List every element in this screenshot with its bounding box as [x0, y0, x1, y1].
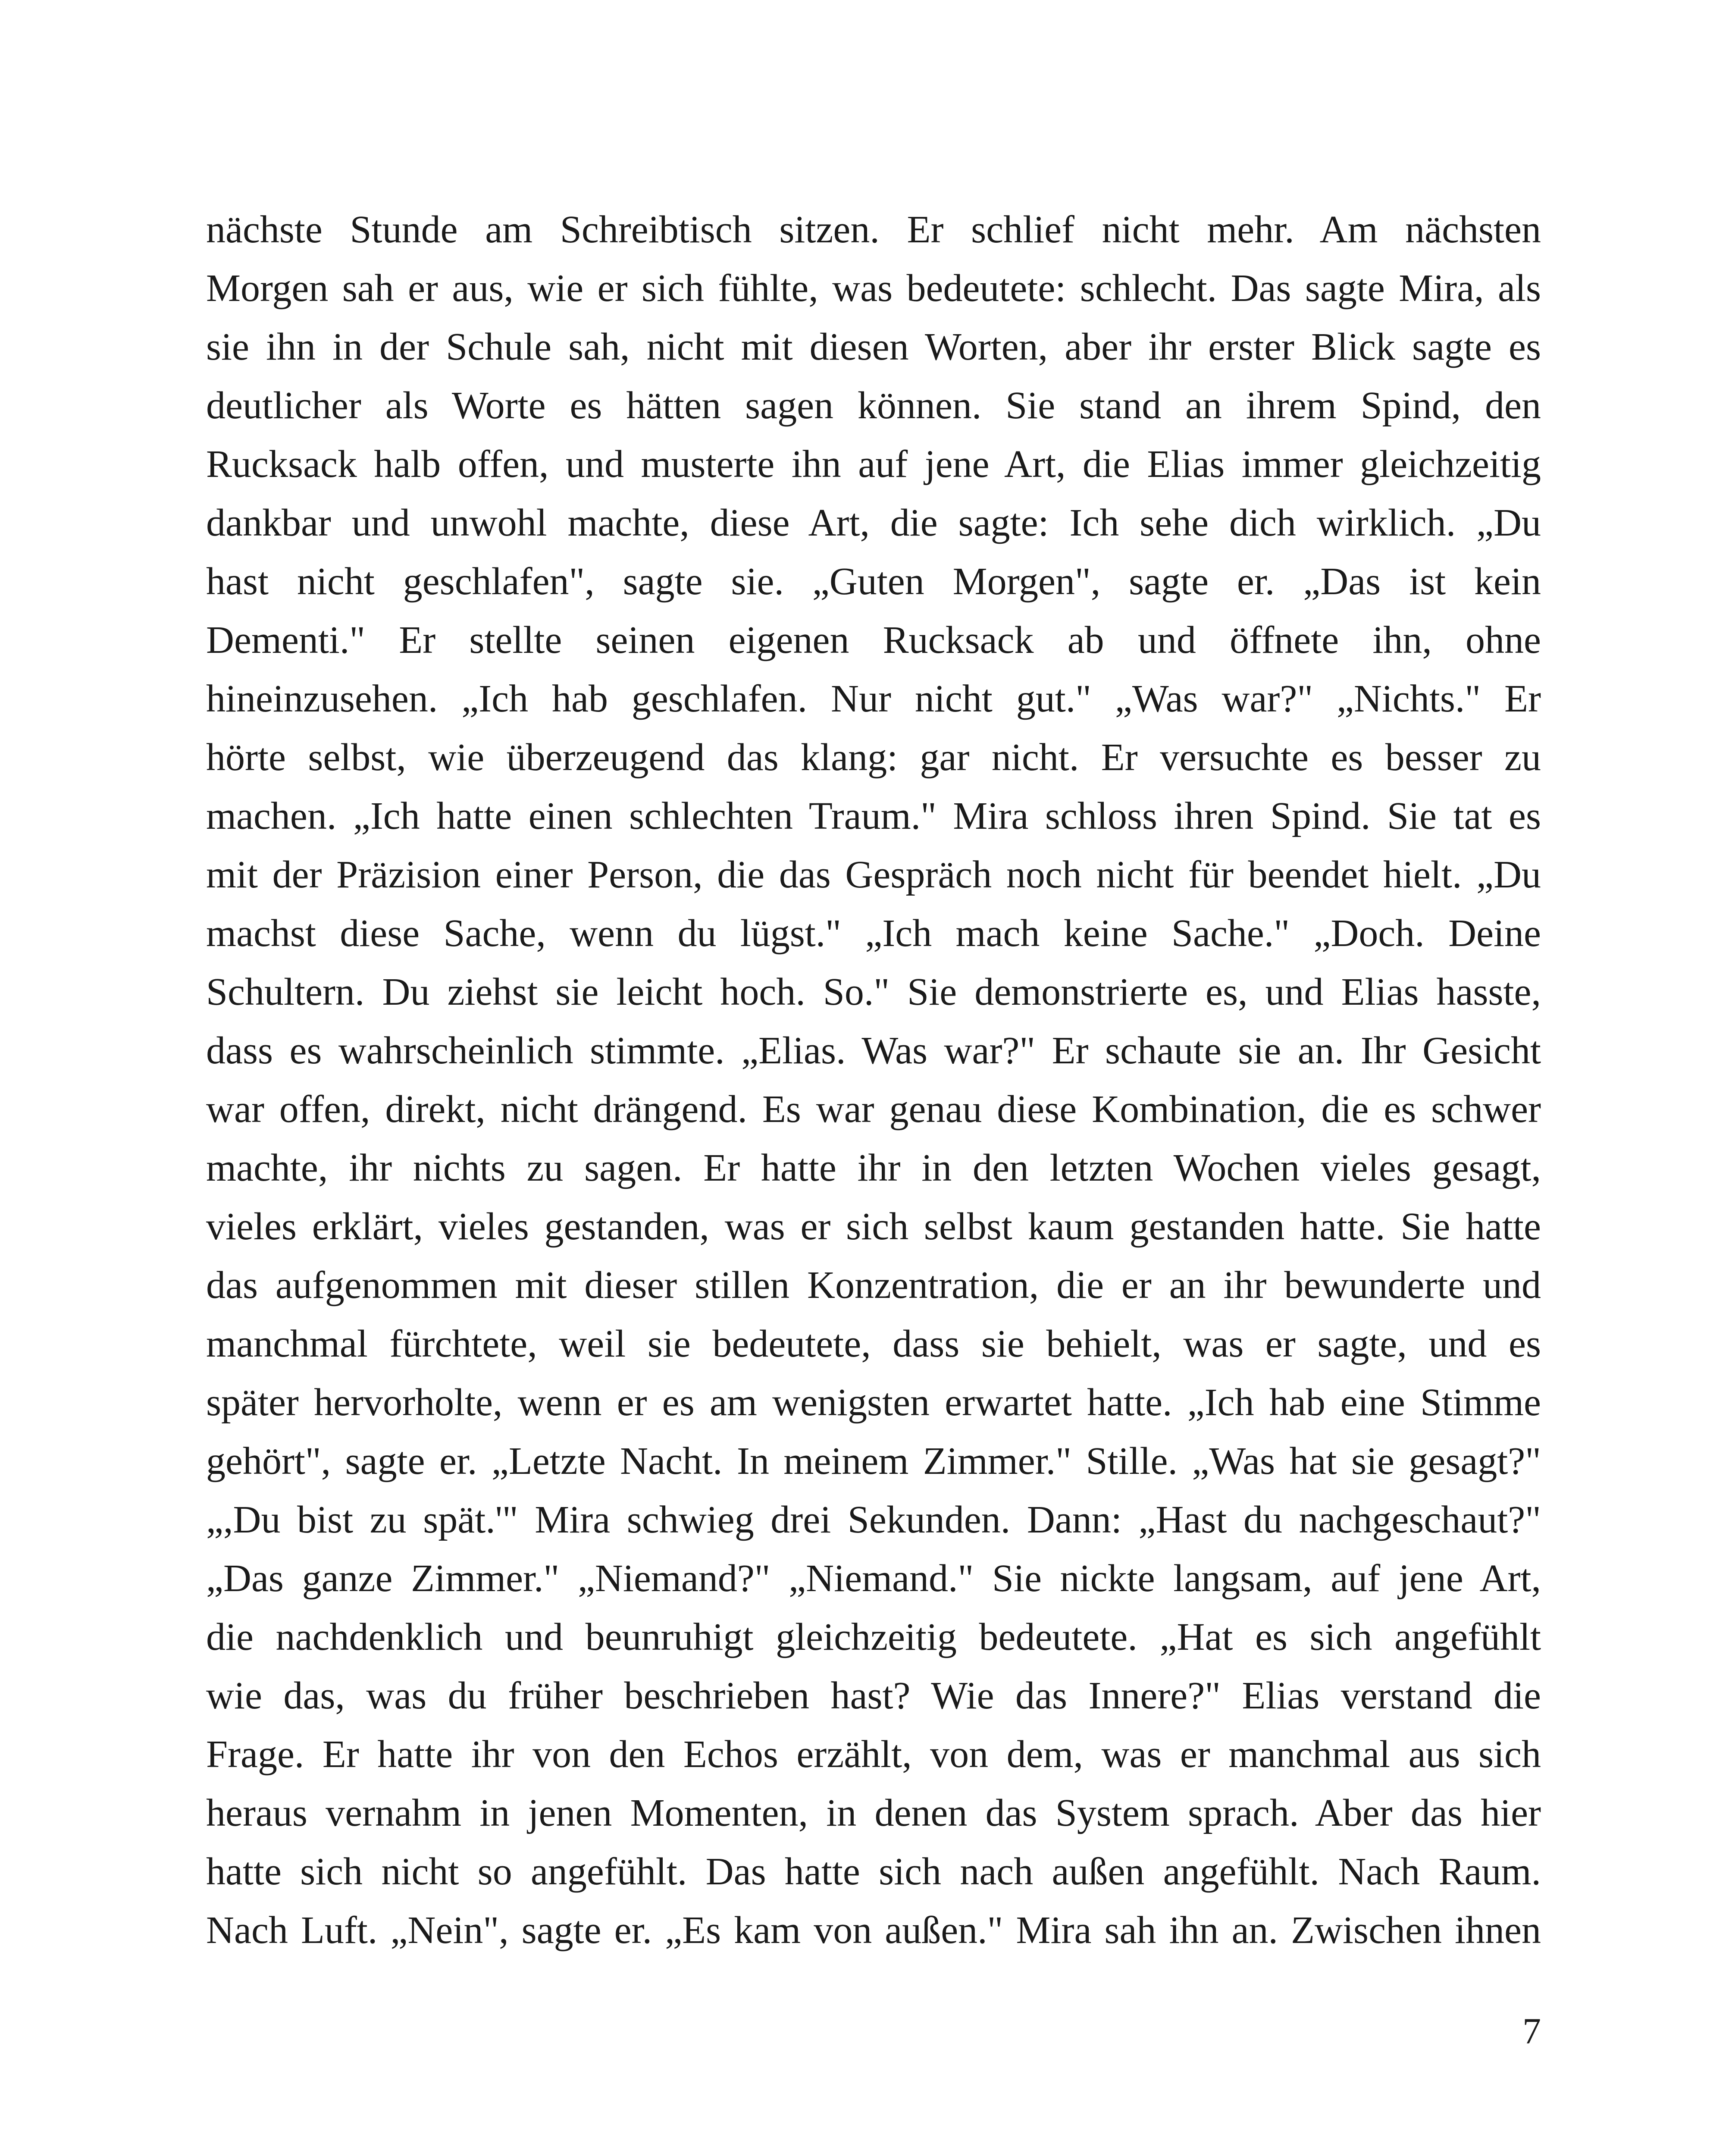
text-line: hörte selbst, wie überzeugend das klang: gar nicht. Er versuchte es besser zu	[206, 736, 1541, 779]
text-line: heraus vernahm in jenen Momenten, in denen das System sprach. Aber das hier	[206, 1792, 1541, 1834]
text-line: die nachdenklich und beunruhigt gleichzeitig bedeutete. „Hat es sich angefühlt	[206, 1616, 1541, 1658]
body-text	[206, 201, 1541, 1960]
text-line: „Das ganze Zimmer." „Niemand?" „Niemand." Sie nickte langsam, auf jene Art,	[206, 1557, 1541, 1600]
text-line: dass es wahrscheinlich stimmte. „Elias. Was war?" Er schaute sie an. Ihr Gesicht	[206, 1029, 1541, 1072]
text-line: hineinzusehen. „Ich hab geschlafen. Nur nicht gut." „Was war?" „Nichts." Er	[206, 677, 1541, 720]
text-line: gehört", sagte er. „Letzte Nacht. In meinem Zimmer." Stille. „Was hat sie gesagt?"	[206, 1440, 1541, 1482]
text-line: Morgen sah er aus, wie er sich fühlte, was bedeutete: schlecht. Das sagte Mira, als	[206, 267, 1541, 310]
page-number: 7	[1522, 2010, 1541, 2052]
text-line: mit der Präzision einer Person, die das Gespräch noch nicht für beendet hielt. „Du	[206, 853, 1541, 896]
text-line: Dementi." Er stellte seinen eigenen Rucksack ab und öffnete ihn, ohne	[206, 619, 1541, 661]
text-line: manchmal fürchtete, weil sie bedeutete, dass sie behielt, was er sagte, und es	[206, 1322, 1541, 1365]
text-line: Schultern. Du ziehst sie leicht hoch. So." Sie demonstrierte es, und Elias hasste,	[206, 971, 1541, 1013]
text-line: hast nicht geschlafen", sagte sie. „Guten Morgen", sagte er. „Das ist kein	[206, 560, 1541, 603]
text-line: machen. „Ich hatte einen schlechten Traum." Mira schloss ihren Spind. Sie tat es	[206, 795, 1541, 837]
text-line: Frage. Er hatte ihr von den Echos erzählt, von dem, was er manchmal aus sich	[206, 1733, 1541, 1776]
text-line: „,Du bist zu spät.'" Mira schwieg drei Sekunden. Dann: „Hast du nachgeschaut?"	[206, 1498, 1541, 1541]
text-line: sie ihn in der Schule sah, nicht mit diesen Worten, aber ihr erster Blick sagte es	[206, 326, 1541, 368]
text-line: deutlicher als Worte es hätten sagen können. Sie stand an ihrem Spind, den	[206, 384, 1541, 427]
text-line: vieles erklärt, vieles gestanden, was er sich selbst kaum gestanden hatte. Sie hatte	[206, 1205, 1541, 1248]
text-line: später hervorholte, wenn er es am wenigsten erwartet hatte. „Ich hab eine Stimme	[206, 1381, 1541, 1424]
text-line: das aufgenommen mit dieser stillen Konzentration, die er an ihr bewunderte und	[206, 1264, 1541, 1307]
text-line: nächste Stunde am Schreibtisch sitzen. Er schlief nicht mehr. Am nächsten	[206, 208, 1541, 251]
text-line: machst diese Sache, wenn du lügst." „Ich mach keine Sache." „Doch. Deine	[206, 912, 1541, 955]
text-line: hatte sich nicht so angefühlt. Das hatte sich nach außen angefühlt. Nach Raum.	[206, 1850, 1541, 1893]
text-line: machte, ihr nichts zu sagen. Er hatte ihr in den letzten Wochen vieles gesagt,	[206, 1147, 1541, 1189]
text-line: wie das, was du früher beschrieben hast? Wie das Innere?" Elias verstand die	[206, 1674, 1541, 1717]
text-line: dankbar und unwohl machte, diese Art, die sagte: Ich sehe dich wirklich. „Du	[206, 501, 1541, 544]
text-line: Nach Luft. „Nein", sagte er. „Es kam von außen." Mira sah ihn an. Zwischen ihnen	[206, 1909, 1541, 1952]
text-line: Rucksack halb offen, und musterte ihn auf jene Art, die Elias immer gleichzeitig	[206, 443, 1541, 486]
text-line: war offen, direkt, nicht drängend. Es war genau diese Kombination, die es schwer	[206, 1088, 1541, 1131]
